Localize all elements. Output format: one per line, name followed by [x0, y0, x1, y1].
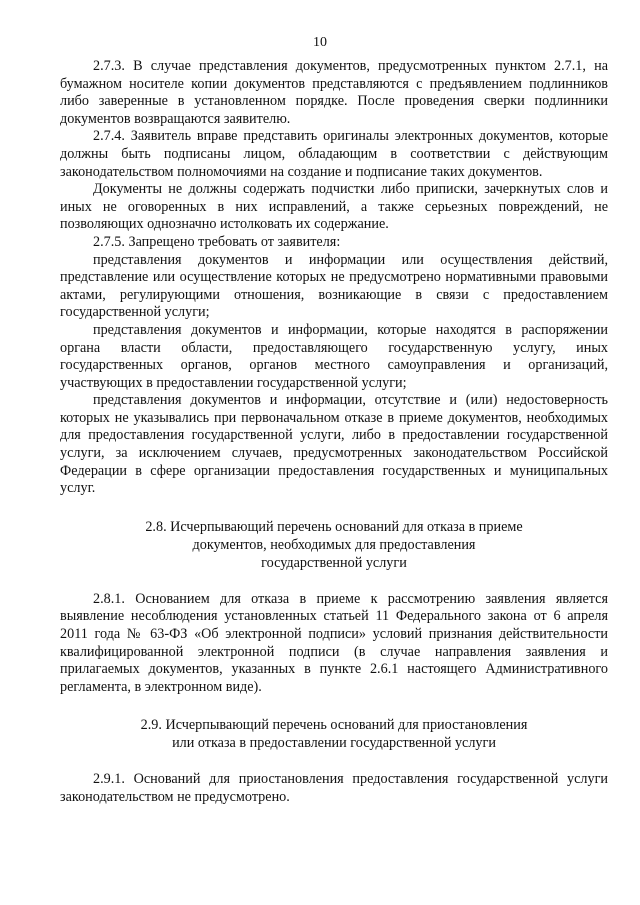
list-item-prohibited-1: представления документов и информации или осуществления действий, представление или осуществление которых не предусмотрено нормативными правовыми актами, регулирующими отношения, возникающие в связи с предоставлением государственной услуги; — [60, 251, 608, 321]
paragraph-2-9-1: 2.9.1. Оснований для приостановления предоставления государственной услуги законодательством не предусмотрено. — [60, 771, 608, 805]
paragraph-2-7-5: 2.7.5. Запрещено требовать от заявителя: — [93, 233, 341, 250]
section-heading-2-9-line-1: 2.9. Исчерпывающий перечень оснований для приостановления — [140, 717, 528, 734]
section-heading-2-8-line-3: государственной услуги — [261, 554, 407, 571]
list-item-prohibited-2: представления документов и информации, которые находятся в распоряжении органа власти области, предоставляющего государственную услугу, иных государственных органов, органов местного самоуправления и организаций, участвующих в предоставлении государственной услуги; — [60, 321, 608, 391]
paragraph-document-requirements: Документы не должны содержать подчистки либо приписки, зачеркнутых слов и иных не оговоренных в них исправлений, а также серьезных повреждений, не позволяющих однозначно истолковать их содержание. — [60, 181, 608, 233]
paragraph-2-8-1: 2.8.1. Основанием для отказа в приеме к рассмотрению заявления является выявление несоблюдения установленных статьей 11 Федерального закона от 6 апреля 2011 года № 63-ФЗ «Об электронной подписи» условий признания действительности квалифицированной электронной подписи (в случае направления заявления и прилагаемых документов, указанных в пункте 2.6.1 настоящего Административного регламента, в электронном виде). — [60, 590, 608, 695]
page-number: 10 — [313, 35, 327, 50]
section-heading-2-8-line-2: документов, необходимых для предоставления — [192, 536, 476, 553]
list-item-prohibited-3: представления документов и информации, отсутствие и (или) недостоверность которых не указывались при первоначальном отказе в приеме документов, необходимых для предоставления государственной услуги, либо в предоставлении государственной услуги, за исключением случаев, предусмотренных законодательством Российской Федерации в сфере организации предоставления государственных и муниципальных услуг. — [60, 392, 608, 497]
paragraph-2-7-3: 2.7.3. В случае представления документов, предусмотренных пунктом 2.7.1, на бумажном носителе копии документов представляются с предъявлением подлинников либо заверенные в установленном порядке. После проведения сверки подлинники документов возвращаются заявителю. — [60, 58, 608, 127]
section-heading-2-9-line-2: или отказа в предоставлении государственной услуги — [172, 735, 496, 752]
document-body — [60, 58, 608, 807]
section-heading-2-9 — [60, 716, 608, 752]
paragraph-2-7-4: 2.7.4. Заявитель вправе представить оригиналы электронных документов, которые должны быть подписаны лицом, обладающим в соответствии с действующим законодательством полномочиями на создание и подписание таких документов. — [60, 128, 608, 180]
section-heading-2-8-line-1: 2.8. Исчерпывающий перечень оснований для отказа в приеме — [145, 518, 523, 535]
section-heading-2-8 — [60, 518, 608, 572]
